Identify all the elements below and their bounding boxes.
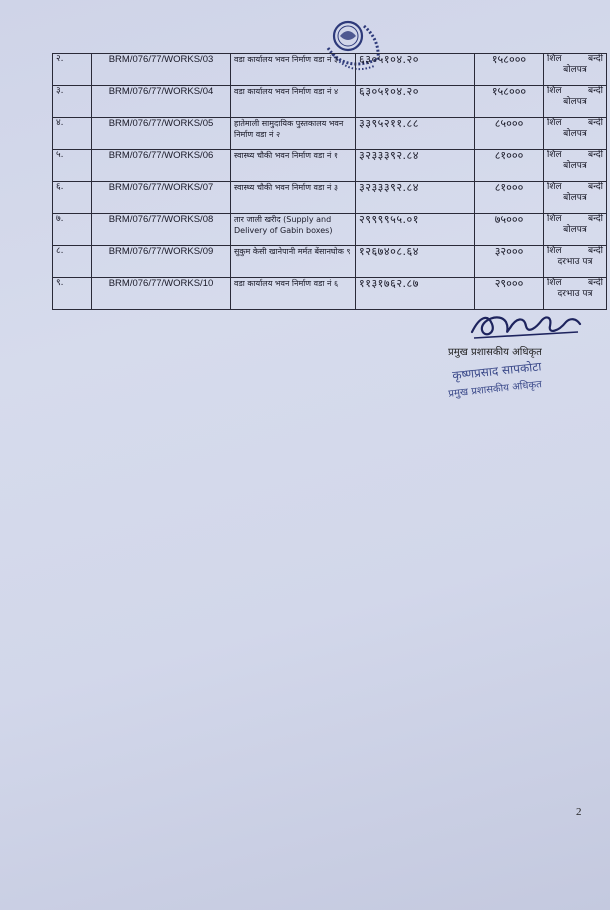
work-description: वडा कार्यालय भवन निर्माण वडा नं ४ xyxy=(231,86,356,118)
signature-block xyxy=(440,300,600,410)
procurement-method xyxy=(544,118,607,150)
table-row xyxy=(53,182,607,214)
tender-code: BRM/076/77/WORKS/08 xyxy=(92,214,231,246)
signatory-name: कृष्णप्रसाद सापकोटा xyxy=(451,359,543,383)
estimated-amount: ६३०५१०४.२० xyxy=(356,86,475,118)
estimated-amount: २९९९९५५.०१ xyxy=(356,214,475,246)
work-description: वडा कार्यालय भवन निर्माण वडा नं ३ xyxy=(231,54,356,86)
work-description: सुकुम केसी खानेपानी मर्मत बेंसानघोक ९ xyxy=(231,246,356,278)
tender-code: BRM/076/77/WORKS/04 xyxy=(92,86,231,118)
bid-security-amount: ८१००० xyxy=(475,150,544,182)
work-description: स्वास्थ्य चौकी भवन निर्माण वडा नं ३ xyxy=(231,182,356,214)
signatory-stamp-title: प्रमुख प्रशासकीय अधिकृत xyxy=(447,379,543,400)
table-row xyxy=(53,86,607,118)
tender-code: BRM/076/77/WORKS/07 xyxy=(92,182,231,214)
estimated-amount: ६३०५१०४.२० xyxy=(356,54,475,86)
table-row xyxy=(53,150,607,182)
table-row xyxy=(53,246,607,278)
procurement-method-line-2: दरभाउ पत्र xyxy=(557,289,593,299)
estimated-amount: १२६७४०८.६४ xyxy=(356,246,475,278)
work-description: हातेमाली सामुदायिक पुस्तकालय भवन निर्माण वडा नं २ xyxy=(231,118,356,150)
procurement-method-line-2: बोलपत्र xyxy=(563,161,587,171)
procurement-method xyxy=(544,54,607,86)
procurement-method-line-1: शिल बन्दी xyxy=(547,150,603,160)
serial-number: ६. xyxy=(53,182,92,214)
procurement-method-line-1: शिल बन्दी xyxy=(547,54,603,64)
serial-number: ७. xyxy=(53,214,92,246)
tender-code: BRM/076/77/WORKS/06 xyxy=(92,150,231,182)
serial-number: २. xyxy=(53,54,92,86)
estimated-amount: ३२३३३९२.८४ xyxy=(356,150,475,182)
procurement-method-line-2: बोलपत्र xyxy=(563,97,587,107)
tender-code: BRM/076/77/WORKS/09 xyxy=(92,246,231,278)
serial-number: ४. xyxy=(53,118,92,150)
procurement-method xyxy=(544,246,607,278)
bid-security-amount: ८१००० xyxy=(475,182,544,214)
procurement-method-line-1: शिल बन्दी xyxy=(547,246,603,256)
signatory-title: प्रमुख प्रशासकीय अधिकृत xyxy=(448,347,542,358)
procurement-method-line-2: बोलपत्र xyxy=(563,129,587,139)
estimated-amount: ११३१७६२.८७ xyxy=(356,278,475,310)
procurement-method-line-1: शिल बन्दी xyxy=(547,214,603,224)
serial-number: ८. xyxy=(53,246,92,278)
handwritten-signature xyxy=(466,306,586,346)
procurement-method-line-1: शिल बन्दी xyxy=(547,118,603,128)
table-row xyxy=(53,54,607,86)
procurement-method-line-1: शिल बन्दी xyxy=(547,86,603,96)
work-description: तार जाली खरीद (Supply and Delivery of Gabin boxes) xyxy=(231,214,356,246)
bid-security-amount: १५८००० xyxy=(475,54,544,86)
serial-number: ९. xyxy=(53,278,92,310)
bid-security-amount: १५८००० xyxy=(475,86,544,118)
bid-security-amount: २९००० xyxy=(475,278,544,310)
work-description: स्वास्थ्य चौकी भवन निर्माण वडा नं १ xyxy=(231,150,356,182)
table-row xyxy=(53,214,607,246)
procurement-method xyxy=(544,214,607,246)
bid-security-amount: ७५००० xyxy=(475,214,544,246)
tender-code: BRM/076/77/WORKS/10 xyxy=(92,278,231,310)
serial-number: ३. xyxy=(53,86,92,118)
tender-code: BRM/076/77/WORKS/05 xyxy=(92,118,231,150)
bid-security-amount: ३२००० xyxy=(475,246,544,278)
procurement-method-line-1: शिल बन्दी xyxy=(547,182,603,192)
tender-table-body xyxy=(53,54,607,310)
procurement-method xyxy=(544,150,607,182)
serial-number: ५. xyxy=(53,150,92,182)
estimated-amount: ३३९५२११.८८ xyxy=(356,118,475,150)
procurement-method xyxy=(544,86,607,118)
procurement-method xyxy=(544,182,607,214)
procurement-method-line-2: बोलपत्र xyxy=(563,193,587,203)
procurement-method-line-1: शिल बन्दी xyxy=(547,278,603,288)
procurement-method-line-2: बोलपत्र xyxy=(563,225,587,235)
estimated-amount: ३२३३३९२.८४ xyxy=(356,182,475,214)
tender-table xyxy=(52,53,607,310)
page-number: 2 xyxy=(576,806,582,818)
bid-security-amount: ८५००० xyxy=(475,118,544,150)
tender-code: BRM/076/77/WORKS/03 xyxy=(92,54,231,86)
work-description: वडा कार्यालय भवन निर्माण वडा नं ६ xyxy=(231,278,356,310)
procurement-method-line-2: दरभाउ पत्र xyxy=(557,257,593,267)
table-row xyxy=(53,118,607,150)
procurement-method-line-2: बोलपत्र xyxy=(563,65,587,75)
